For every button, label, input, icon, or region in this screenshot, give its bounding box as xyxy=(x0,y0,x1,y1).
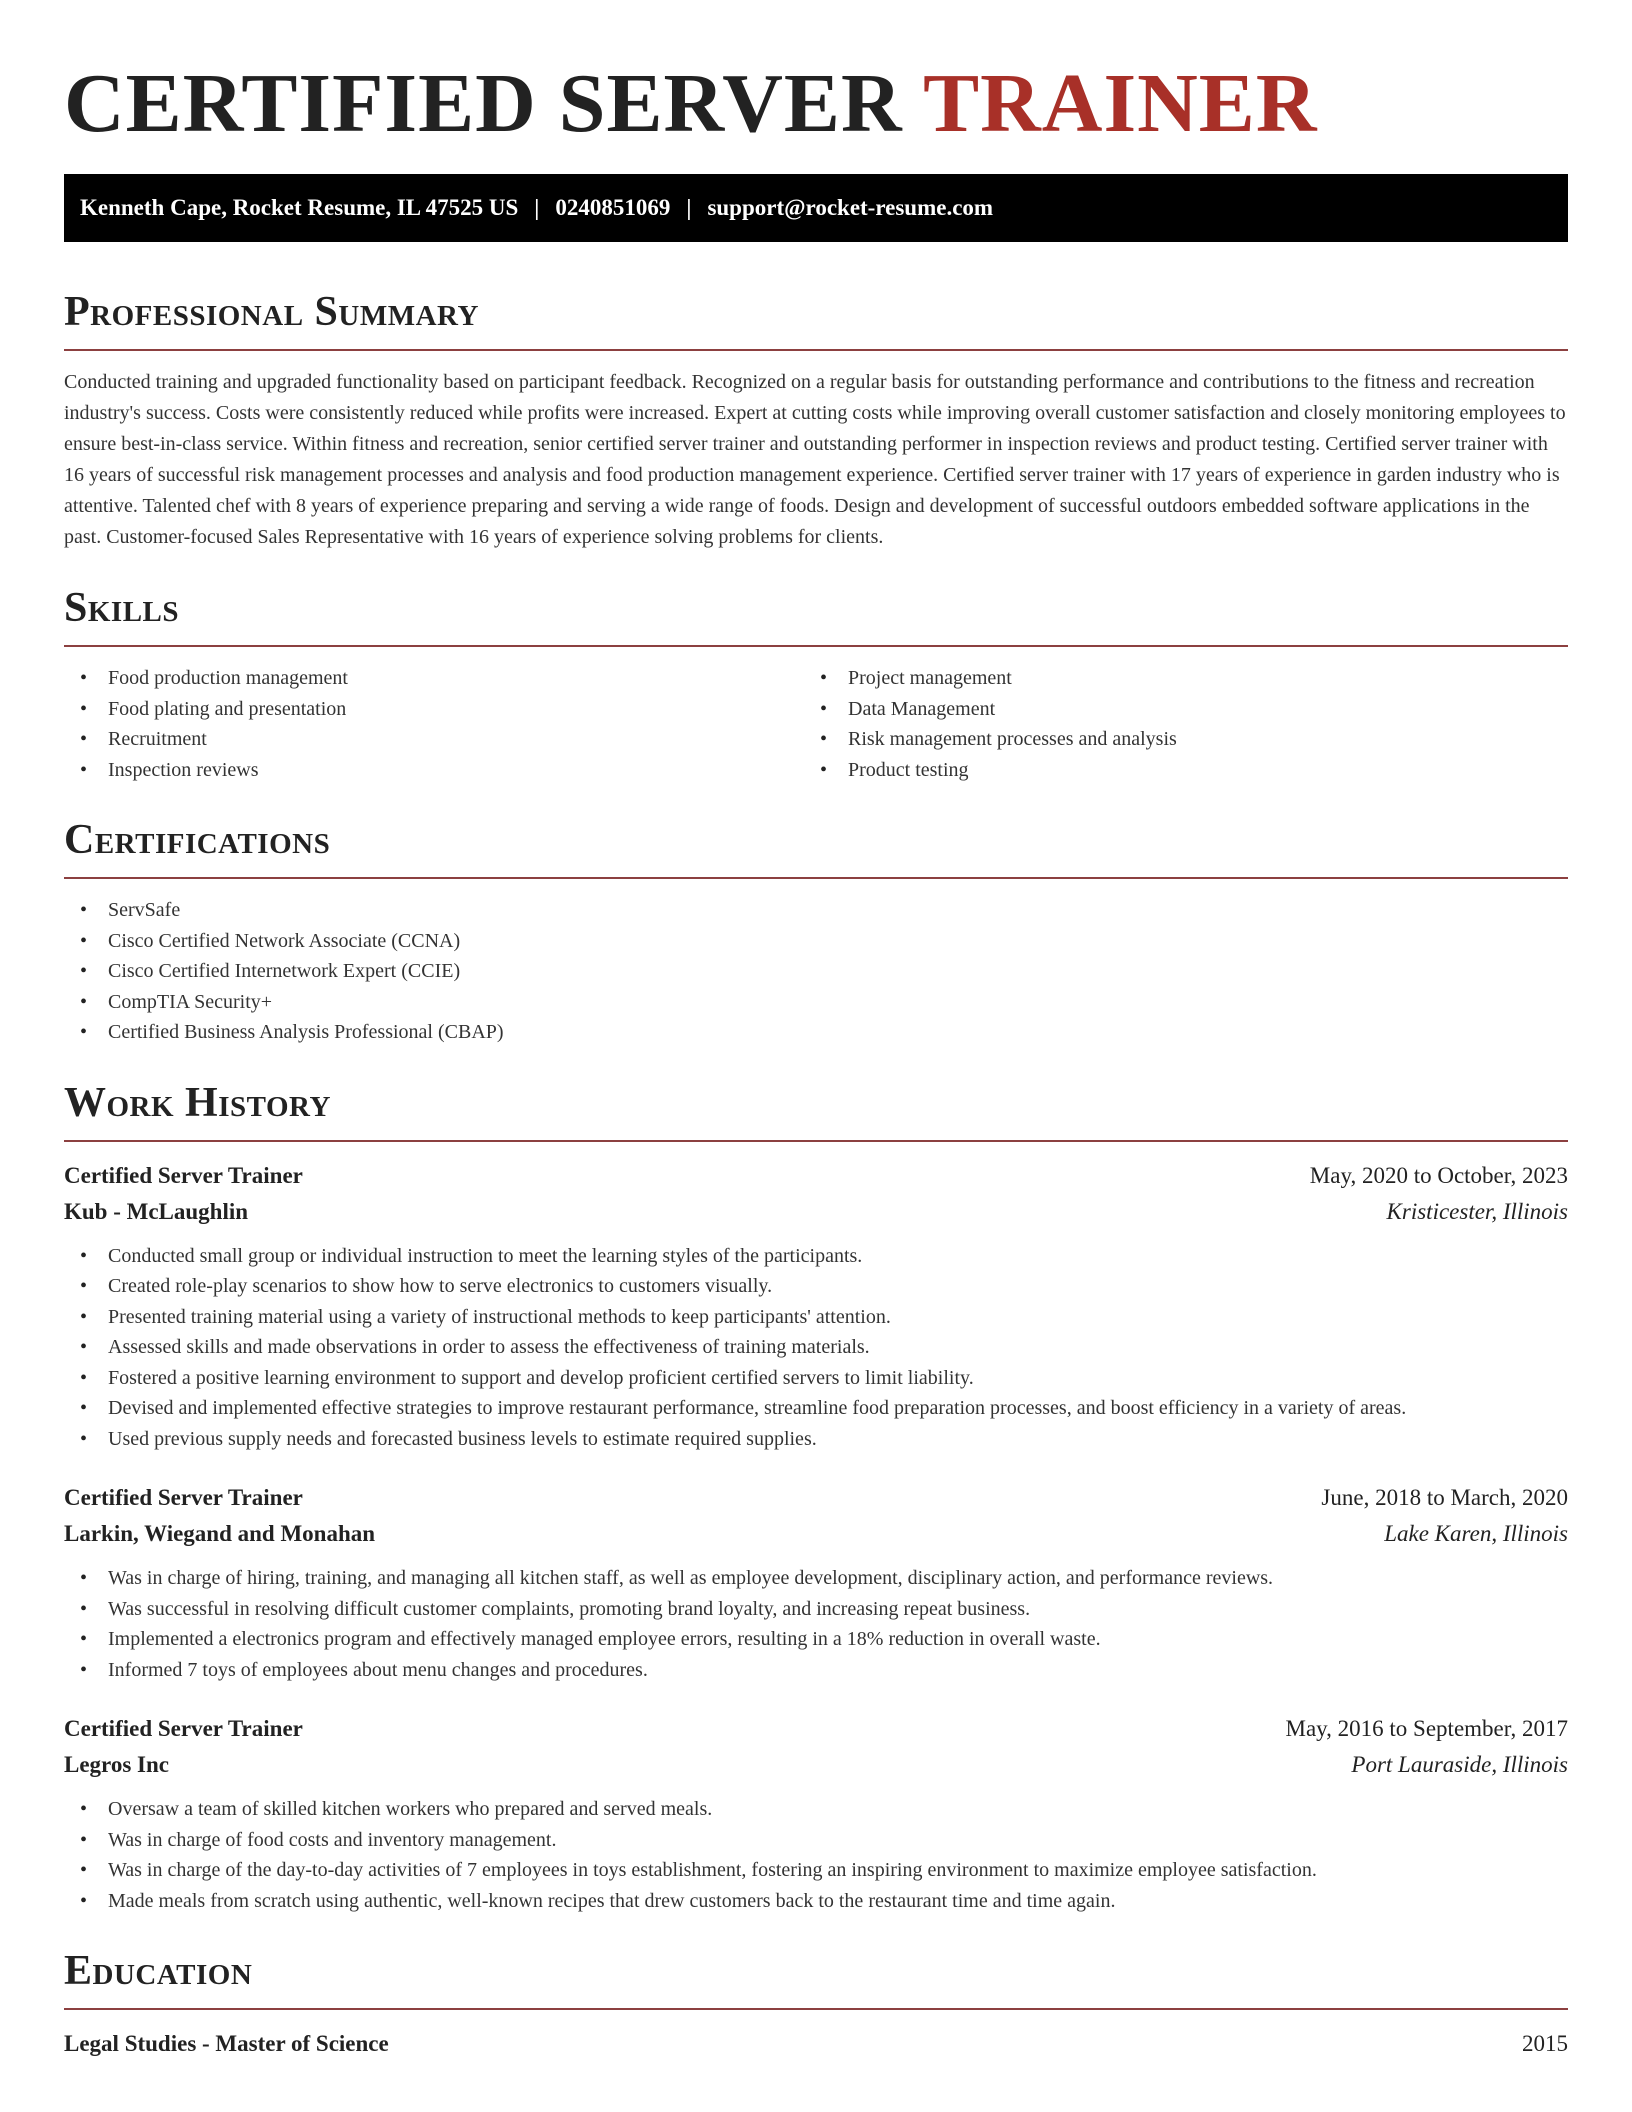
certifications-heading: Certifications xyxy=(64,817,331,863)
work-history-section xyxy=(64,1078,1568,1917)
job-header xyxy=(64,1158,1568,1194)
work-history-heading: Work History xyxy=(64,1079,331,1126)
job-bullet: • Used previous supply needs and forecasted business levels to estimate required supplies. xyxy=(64,1424,1568,1455)
contact-bar xyxy=(64,174,1568,242)
job-bullet: • Conducted small group or individual instruction to meet the learning styles of the participants. xyxy=(64,1241,1568,1272)
job-dates: May, 2020 to October, 2023 xyxy=(1309,1162,1568,1188)
education-entry xyxy=(64,2026,1568,2062)
section-divider xyxy=(64,2008,1568,2010)
contact-separator: | xyxy=(686,195,692,220)
job-dates: June, 2018 to March, 2020 xyxy=(1321,1485,1568,1510)
section-divider xyxy=(64,877,1568,879)
job-header xyxy=(64,1480,1568,1516)
section-divider xyxy=(64,1140,1568,1142)
certification-item: • Certified Business Analysis Professional (CBAP) xyxy=(64,1017,1568,1048)
summary-heading: Professional Summary xyxy=(64,289,479,335)
job-bullet: • Devised and implemented effective strategies to improve restaurant performance, streamline food preparation processes, and boost efficiency in a variety of areas. xyxy=(64,1393,1568,1424)
contact-address: Kenneth Cape, Rocket Resume, IL 47525 US xyxy=(80,195,519,220)
job-bullet: • Oversaw a team of skilled kitchen workers who prepared and served meals. xyxy=(64,1794,1568,1825)
job-bullet: • Was in charge of hiring, training, and managing all kitchen staff, as well as employee development, disciplinary action, and performance reviews. xyxy=(64,1563,1568,1594)
job-subheader xyxy=(64,1516,1568,1552)
job-company: Kub - McLaughlin xyxy=(64,1198,249,1224)
certification-item: • Cisco Certified Network Associate (CCNA) xyxy=(64,926,1568,957)
job-company: Legros Inc xyxy=(64,1752,169,1777)
title-main: CERTIFIED SERVER xyxy=(64,57,903,150)
skills-heading: Skills xyxy=(64,585,180,631)
skill-item: • Product testing xyxy=(804,755,1544,786)
skill-item: • Food plating and presentation xyxy=(64,694,804,725)
certification-item: • Cisco Certified Internetwork Expert (CCIE) xyxy=(64,956,1568,987)
skill-item: • Inspection reviews xyxy=(64,755,804,786)
skills-section xyxy=(64,583,1568,785)
job-location: Lake Karen, Illinois xyxy=(1384,1521,1568,1546)
job-header xyxy=(64,1711,1568,1747)
skills-grid xyxy=(64,663,1568,785)
skill-item: • Data Management xyxy=(804,694,1544,725)
section-divider xyxy=(64,349,1568,351)
summary-text: Conducted training and upgraded functionality based on participant feedback. Recognized on a regular basis for outstanding performance and contributions to the fitness and recreation industry's success. Costs were consistently reduced while profits were increased. Expert at cutting costs while improving overall customer satisfaction and closely monitoring employees to ensure best-in-class service. Within fitness and recreation, senior certified server trainer and outstanding performer in inspection reviews and product testing. Certified server trainer with 16 years of successful risk management processes and analysis and food production management experience. Certified server trainer with 17 years of experience in garden industry who is attentive. Talented chef with 8 years of experience preparing and serving a wide range of foods. Design and development of successful outdoors embedded software applications in the past. Customer-focused Sales Representative with 16 years of experience solving problems for clients. xyxy=(64,371,1566,548)
job-bullet: • Informed 7 toys of employees about menu changes and procedures. xyxy=(64,1655,1568,1686)
job-bullet: • Fostered a positive learning environment to support and develop proficient certified servers to limit liability. xyxy=(64,1363,1568,1394)
job-location: Kristicester, Illinois xyxy=(1386,1198,1568,1224)
job-bullet: • Created role-play scenarios to show how to serve electronics to customers visually. xyxy=(64,1271,1568,1302)
job-location: Port Lauraside, Illinois xyxy=(1351,1752,1568,1777)
job-title: Certified Server Trainer xyxy=(64,1485,303,1510)
section-divider xyxy=(64,645,1568,647)
job-company: Larkin, Wiegand and Monahan xyxy=(64,1521,376,1546)
job-entry xyxy=(64,1480,1568,1685)
job-entry xyxy=(64,1158,1568,1455)
job-bullet: • Was successful in resolving difficult customer complaints, promoting brand loyalty, and increasing repeat business. xyxy=(64,1594,1568,1625)
certifications-list xyxy=(64,895,1568,1048)
education-heading: Education xyxy=(64,1948,253,1994)
job-subheader xyxy=(64,1194,1568,1230)
job-subheader xyxy=(64,1747,1568,1783)
job-bullets xyxy=(64,1241,1568,1455)
contact-phone: 0240851069 xyxy=(555,195,671,220)
education-year: 2015 xyxy=(1522,2031,1568,2056)
title-accent: TRAINER xyxy=(923,57,1318,150)
job-bullet: • Made meals from scratch using authentic, well-known recipes that drew customers back to the restaurant time and time again. xyxy=(64,1886,1568,1917)
education-degree: Legal Studies - Master of Science xyxy=(64,2031,389,2056)
job-bullet: • Presented training material using a variety of instructional methods to keep participants' attention. xyxy=(64,1302,1568,1333)
certifications-section xyxy=(64,815,1568,1048)
contact-email: support@rocket-resume.com xyxy=(707,195,994,220)
job-title: Certified Server Trainer xyxy=(64,1162,303,1188)
certification-item: • CompTIA Security+ xyxy=(64,987,1568,1018)
job-bullet: • Implemented a electronics program and effectively managed employee errors, resulting in a 18% reduction in overall waste. xyxy=(64,1624,1568,1655)
job-entry xyxy=(64,1711,1568,1916)
skills-list-left xyxy=(64,663,804,785)
skill-item: • Project management xyxy=(804,663,1544,694)
skill-item: • Recruitment xyxy=(64,724,804,755)
job-dates: May, 2016 to September, 2017 xyxy=(1285,1716,1568,1741)
job-bullet: • Was in charge of the day-to-day activities of 7 employees in toys establishment, fostering an inspiring environment to maximize employee satisfaction. xyxy=(64,1855,1568,1886)
job-bullets xyxy=(64,1794,1568,1916)
skills-list-right xyxy=(804,663,1544,785)
job-title: Certified Server Trainer xyxy=(64,1716,303,1741)
skill-item: • Food production management xyxy=(64,663,804,694)
certification-item: • ServSafe xyxy=(64,895,1568,926)
job-bullet: • Assessed skills and made observations in order to assess the effectiveness of training materials. xyxy=(64,1332,1568,1363)
contact-separator: | xyxy=(534,195,540,220)
skill-item: • Risk management processes and analysis xyxy=(804,724,1544,755)
summary-section xyxy=(64,287,1568,553)
job-bullet: • Was in charge of food costs and inventory management. xyxy=(64,1825,1568,1856)
resume-title xyxy=(64,58,1568,150)
education-section xyxy=(64,1946,1568,2062)
job-bullets xyxy=(64,1563,1568,1685)
resume-page xyxy=(64,0,1568,2062)
